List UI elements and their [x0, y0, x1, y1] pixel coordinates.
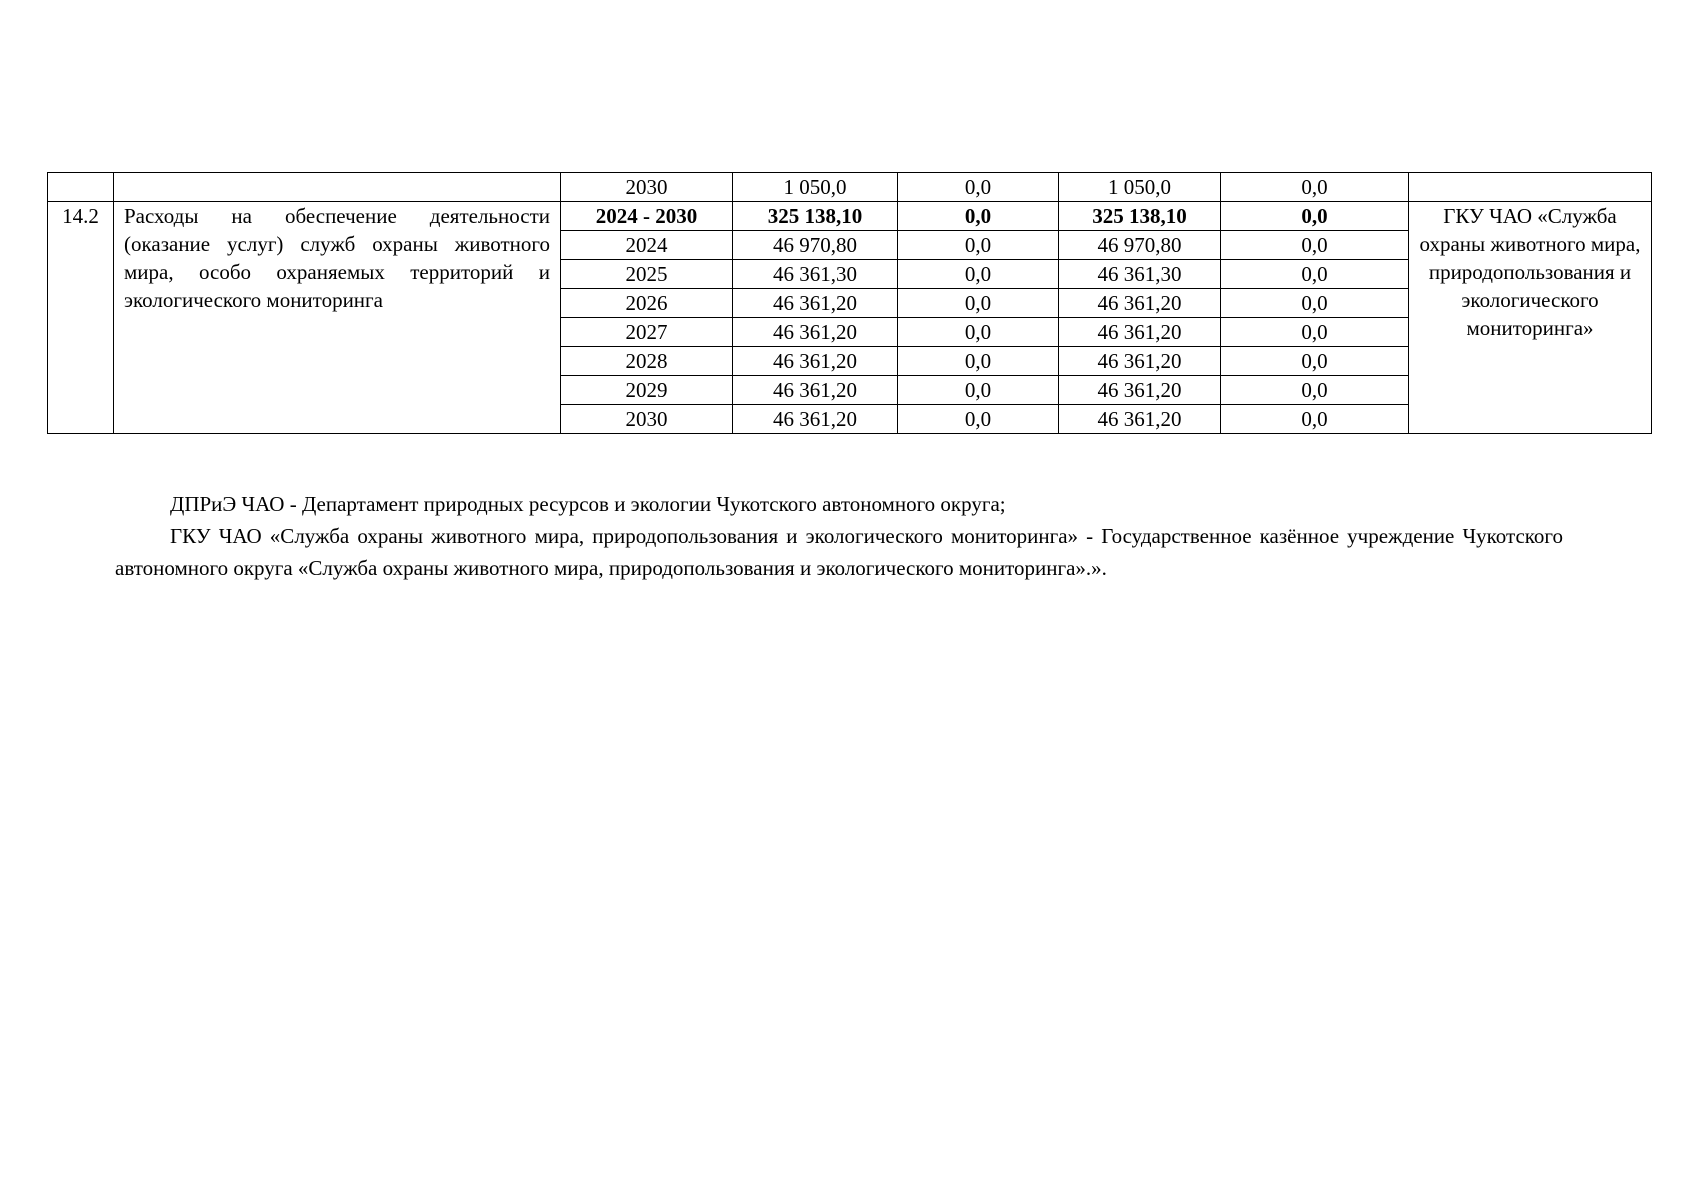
col2-cell: 46 970,80 — [1059, 231, 1221, 260]
total-cell: 46 361,20 — [733, 347, 898, 376]
year-cell: 2030 — [561, 405, 733, 434]
col1-cell: 0,0 — [898, 202, 1059, 231]
total-cell: 46 361,20 — [733, 318, 898, 347]
footnote-gku: ГКУ ЧАО «Служба охраны животного мира, природопользования и экологического мониторинга» - Государственное казённое учреждение Чукотского автономного округа «Служба охраны животного мира, природопользования и экологического мониторинга».». — [115, 524, 1563, 580]
total-cell: 46 361,20 — [733, 289, 898, 318]
footnotes — [115, 488, 1563, 584]
col3-cell: 0,0 — [1221, 347, 1409, 376]
prev-col3-cell: 0,0 — [1221, 173, 1409, 202]
total-cell: 325 138,10 — [733, 202, 898, 231]
prev-total-cell: 1 050,0 — [733, 173, 898, 202]
col2-cell: 46 361,20 — [1059, 405, 1221, 434]
col2-cell: 46 361,20 — [1059, 347, 1221, 376]
item-executor-cell: ГКУ ЧАО «Служба охраны животного мира, природопользования и экологического мониторинга» — [1409, 202, 1652, 434]
year-cell: 2024 - 2030 — [561, 202, 733, 231]
total-cell: 46 361,30 — [733, 260, 898, 289]
col2-cell: 46 361,20 — [1059, 289, 1221, 318]
col3-cell: 0,0 — [1221, 318, 1409, 347]
col1-cell: 0,0 — [898, 318, 1059, 347]
col2-cell: 46 361,20 — [1059, 318, 1221, 347]
table-row — [48, 202, 1652, 231]
prev-number-cell — [48, 173, 114, 202]
footnote-dpre: ДПРиЭ ЧАО - Департамент природных ресурсов и экологии Чукотского автономного округа; — [170, 492, 1006, 516]
table-body — [48, 173, 1652, 434]
total-cell: 46 361,20 — [733, 405, 898, 434]
col2-cell: 325 138,10 — [1059, 202, 1221, 231]
col1-cell: 0,0 — [898, 347, 1059, 376]
funding-table — [47, 172, 1652, 434]
prev-description-cell — [114, 173, 561, 202]
year-cell: 2027 — [561, 318, 733, 347]
item-description-cell: Расходы на обеспечение деятельности (оказание услуг) служб охраны животного мира, особо охраняемых территорий и экологического мониторинга — [114, 202, 561, 434]
table-row-prev — [48, 173, 1652, 202]
prev-col2-cell: 1 050,0 — [1059, 173, 1221, 202]
col1-cell: 0,0 — [898, 405, 1059, 434]
col1-cell: 0,0 — [898, 231, 1059, 260]
col1-cell: 0,0 — [898, 289, 1059, 318]
year-cell: 2025 — [561, 260, 733, 289]
col2-cell: 46 361,20 — [1059, 376, 1221, 405]
col3-cell: 0,0 — [1221, 289, 1409, 318]
col3-cell: 0,0 — [1221, 231, 1409, 260]
item-number-cell: 14.2 — [48, 202, 114, 434]
year-cell: 2026 — [561, 289, 733, 318]
col3-cell: 0,0 — [1221, 376, 1409, 405]
prev-executor-cell — [1409, 173, 1652, 202]
total-cell: 46 970,80 — [733, 231, 898, 260]
col3-cell: 0,0 — [1221, 260, 1409, 289]
year-cell: 2028 — [561, 347, 733, 376]
total-cell: 46 361,20 — [733, 376, 898, 405]
col2-cell: 46 361,30 — [1059, 260, 1221, 289]
year-cell: 2024 — [561, 231, 733, 260]
col1-cell: 0,0 — [898, 260, 1059, 289]
col3-cell: 0,0 — [1221, 405, 1409, 434]
year-cell: 2029 — [561, 376, 733, 405]
prev-col1-cell: 0,0 — [898, 173, 1059, 202]
col3-cell: 0,0 — [1221, 202, 1409, 231]
prev-year-cell: 2030 — [561, 173, 733, 202]
col1-cell: 0,0 — [898, 376, 1059, 405]
